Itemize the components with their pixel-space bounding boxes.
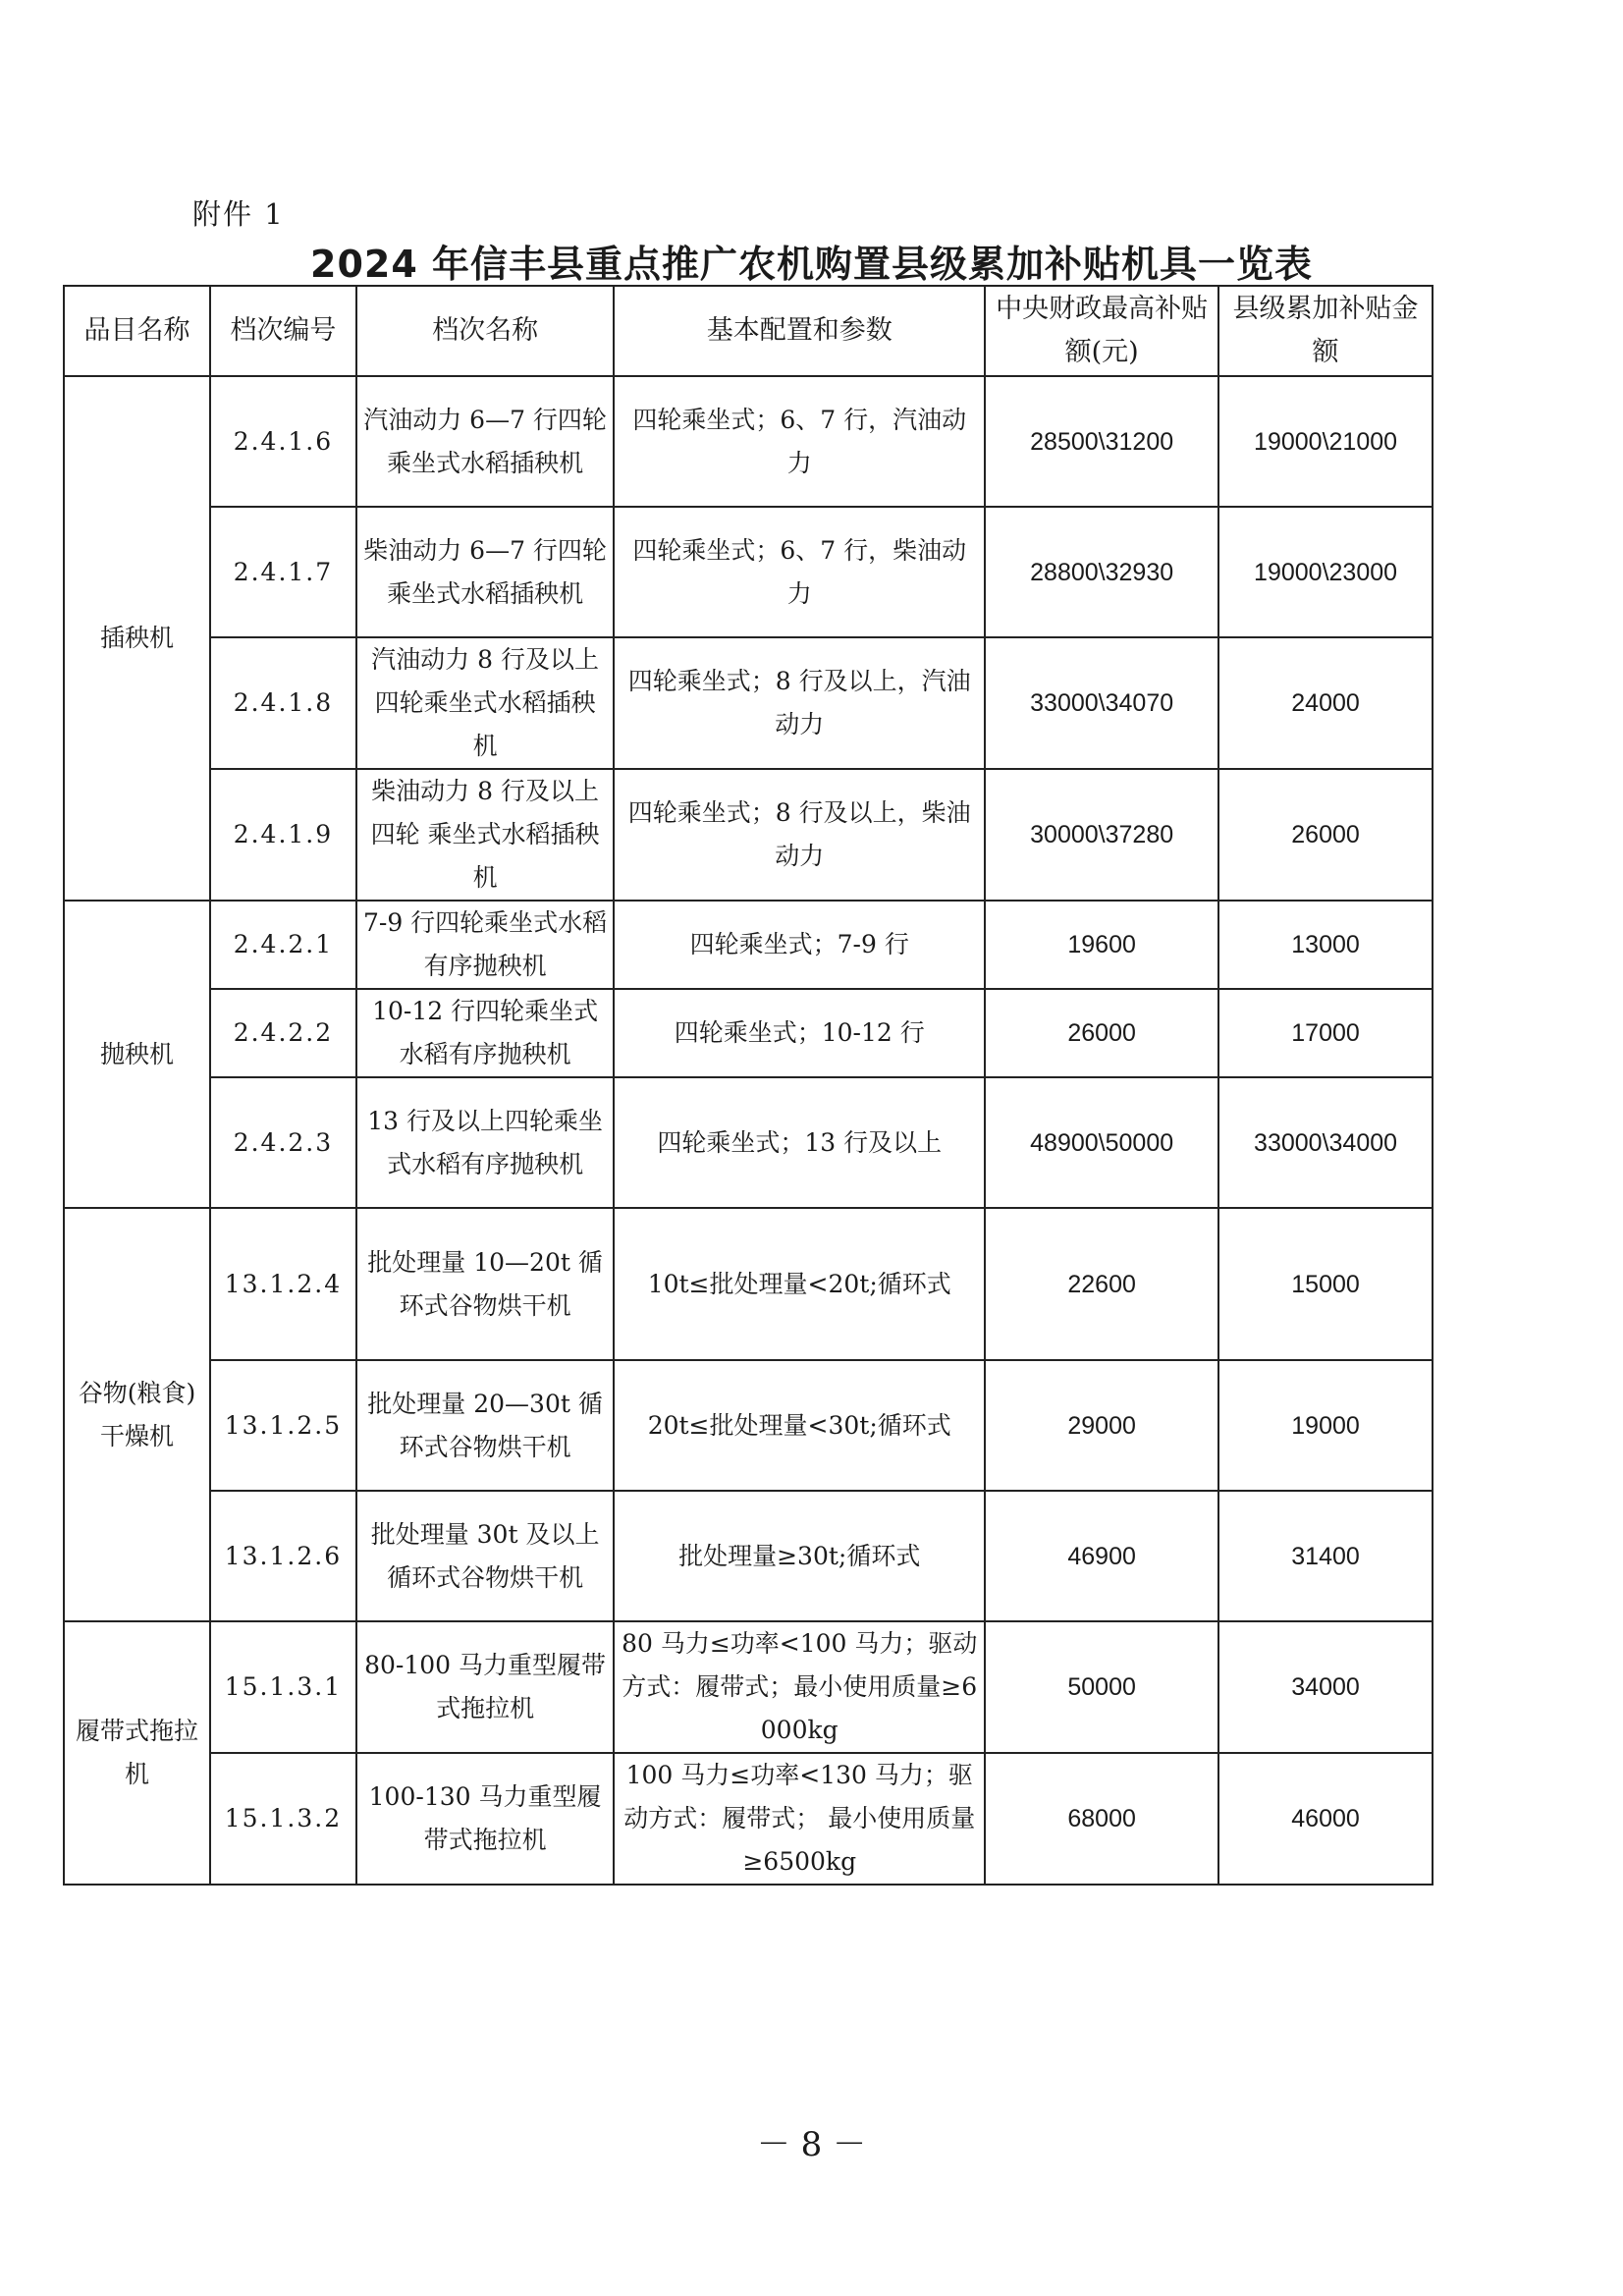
page-number: － 8 － <box>756 2125 867 2164</box>
county-cell: 31400 <box>1218 1491 1433 1621</box>
code-cell: 2.4.1.7 <box>210 507 356 637</box>
table-row <box>64 769 1433 901</box>
table-row <box>64 1753 1433 1885</box>
page-title: 2024 年信丰县重点推广农机购置县级累加补贴机具一览表 <box>310 243 1313 286</box>
name-cell: 10-12 行四轮乘坐式水稻有序抛秧机 <box>356 989 614 1077</box>
county-cell: 19000 <box>1218 1360 1433 1491</box>
central-cell: 30000\37280 <box>985 769 1218 901</box>
code-cell: 2.4.2.3 <box>210 1077 356 1208</box>
central-cell: 19600 <box>985 901 1218 989</box>
name-cell: 汽油动力 8 行及以上四轮乘坐式水稻插秧机 <box>356 637 614 769</box>
category-cell: 插秧机 <box>64 376 210 901</box>
county-cell: 15000 <box>1218 1208 1433 1360</box>
central-cell: 29000 <box>985 1360 1218 1491</box>
central-cell: 28500\31200 <box>985 376 1218 507</box>
central-cell: 28800\32930 <box>985 507 1218 637</box>
county-cell: 24000 <box>1218 637 1433 769</box>
config-cell: 80 马力≤功率<100 马力；驱动方式：履带式；最小使用质量≥6000kg <box>614 1621 985 1753</box>
header-name: 档次名称 <box>356 286 614 376</box>
table-row <box>64 507 1433 637</box>
config-cell: 四轮乘坐式；8 行及以上，汽油动力 <box>614 637 985 769</box>
county-cell: 19000\21000 <box>1218 376 1433 507</box>
header-county-subsidy: 县级累加补贴金额 <box>1218 286 1433 376</box>
county-cell: 19000\23000 <box>1218 507 1433 637</box>
attachment-label: 附件 1 <box>192 197 285 231</box>
county-cell: 34000 <box>1218 1621 1433 1753</box>
central-cell: 48900\50000 <box>985 1077 1218 1208</box>
header-category: 品目名称 <box>64 286 210 376</box>
table-row <box>64 1491 1433 1621</box>
central-cell: 33000\34070 <box>985 637 1218 769</box>
table-row <box>64 1208 1433 1360</box>
config-cell: 10t≤批处理量<20t;循环式 <box>614 1208 985 1360</box>
category-cell: 抛秧机 <box>64 901 210 1208</box>
table-row <box>64 1621 1433 1753</box>
name-cell: 80-100 马力重型履带式拖拉机 <box>356 1621 614 1753</box>
category-cell: 履带式拖拉机 <box>64 1621 210 1885</box>
config-cell: 四轮乘坐式；13 行及以上 <box>614 1077 985 1208</box>
county-cell: 26000 <box>1218 769 1433 901</box>
county-cell: 46000 <box>1218 1753 1433 1885</box>
code-cell: 2.4.2.2 <box>210 989 356 1077</box>
code-cell: 2.4.2.1 <box>210 901 356 989</box>
county-cell: 13000 <box>1218 901 1433 989</box>
header-central-subsidy: 中央财政最高补贴额(元) <box>985 286 1218 376</box>
name-cell: 13 行及以上四轮乘坐式水稻有序抛秧机 <box>356 1077 614 1208</box>
table-row <box>64 637 1433 769</box>
header-code: 档次编号 <box>210 286 356 376</box>
name-cell: 批处理量 20—30t 循环式谷物烘干机 <box>356 1360 614 1491</box>
code-cell: 2.4.1.6 <box>210 376 356 507</box>
name-cell: 柴油动力 6—7 行四轮乘坐式水稻插秧机 <box>356 507 614 637</box>
name-cell: 柴油动力 8 行及以上四轮 乘坐式水稻插秧机 <box>356 769 614 901</box>
name-cell: 汽油动力 6—7 行四轮乘坐式水稻插秧机 <box>356 376 614 507</box>
config-cell: 四轮乘坐式；6、7 行，汽油动力 <box>614 376 985 507</box>
code-cell: 13.1.2.5 <box>210 1360 356 1491</box>
central-cell: 46900 <box>985 1491 1218 1621</box>
code-cell: 2.4.1.8 <box>210 637 356 769</box>
central-cell: 26000 <box>985 989 1218 1077</box>
county-cell: 33000\34000 <box>1218 1077 1433 1208</box>
category-cell: 谷物(粮食)干燥机 <box>64 1208 210 1621</box>
name-cell: 批处理量 10—20t 循环式谷物烘干机 <box>356 1208 614 1360</box>
config-cell: 四轮乘坐式；10-12 行 <box>614 989 985 1077</box>
code-cell: 15.1.3.1 <box>210 1621 356 1753</box>
header-row <box>64 286 1433 376</box>
name-cell: 7-9 行四轮乘坐式水稻有序抛秧机 <box>356 901 614 989</box>
code-cell: 13.1.2.4 <box>210 1208 356 1360</box>
name-cell: 100-130 马力重型履带式拖拉机 <box>356 1753 614 1885</box>
config-cell: 批处理量≥30t;循环式 <box>614 1491 985 1621</box>
table-row <box>64 1077 1433 1208</box>
central-cell: 68000 <box>985 1753 1218 1885</box>
central-cell: 22600 <box>985 1208 1218 1360</box>
subsidy-table <box>63 285 1434 1886</box>
name-cell: 批处理量 30t 及以上循环式谷物烘干机 <box>356 1491 614 1621</box>
config-cell: 20t≤批处理量<30t;循环式 <box>614 1360 985 1491</box>
central-cell: 50000 <box>985 1621 1218 1753</box>
county-cell: 17000 <box>1218 989 1433 1077</box>
config-cell: 四轮乘坐式；7-9 行 <box>614 901 985 989</box>
code-cell: 2.4.1.9 <box>210 769 356 901</box>
code-cell: 15.1.3.2 <box>210 1753 356 1885</box>
config-cell: 100 马力≤功率<130 马力；驱动方式：履带式； 最小使用质量≥6500kg <box>614 1753 985 1885</box>
code-cell: 13.1.2.6 <box>210 1491 356 1621</box>
table-row <box>64 376 1433 507</box>
config-cell: 四轮乘坐式；8 行及以上，柴油动力 <box>614 769 985 901</box>
header-config: 基本配置和参数 <box>614 286 985 376</box>
table-row <box>64 1360 1433 1491</box>
table-row <box>64 989 1433 1077</box>
config-cell: 四轮乘坐式；6、7 行，柴油动力 <box>614 507 985 637</box>
table-row <box>64 901 1433 989</box>
